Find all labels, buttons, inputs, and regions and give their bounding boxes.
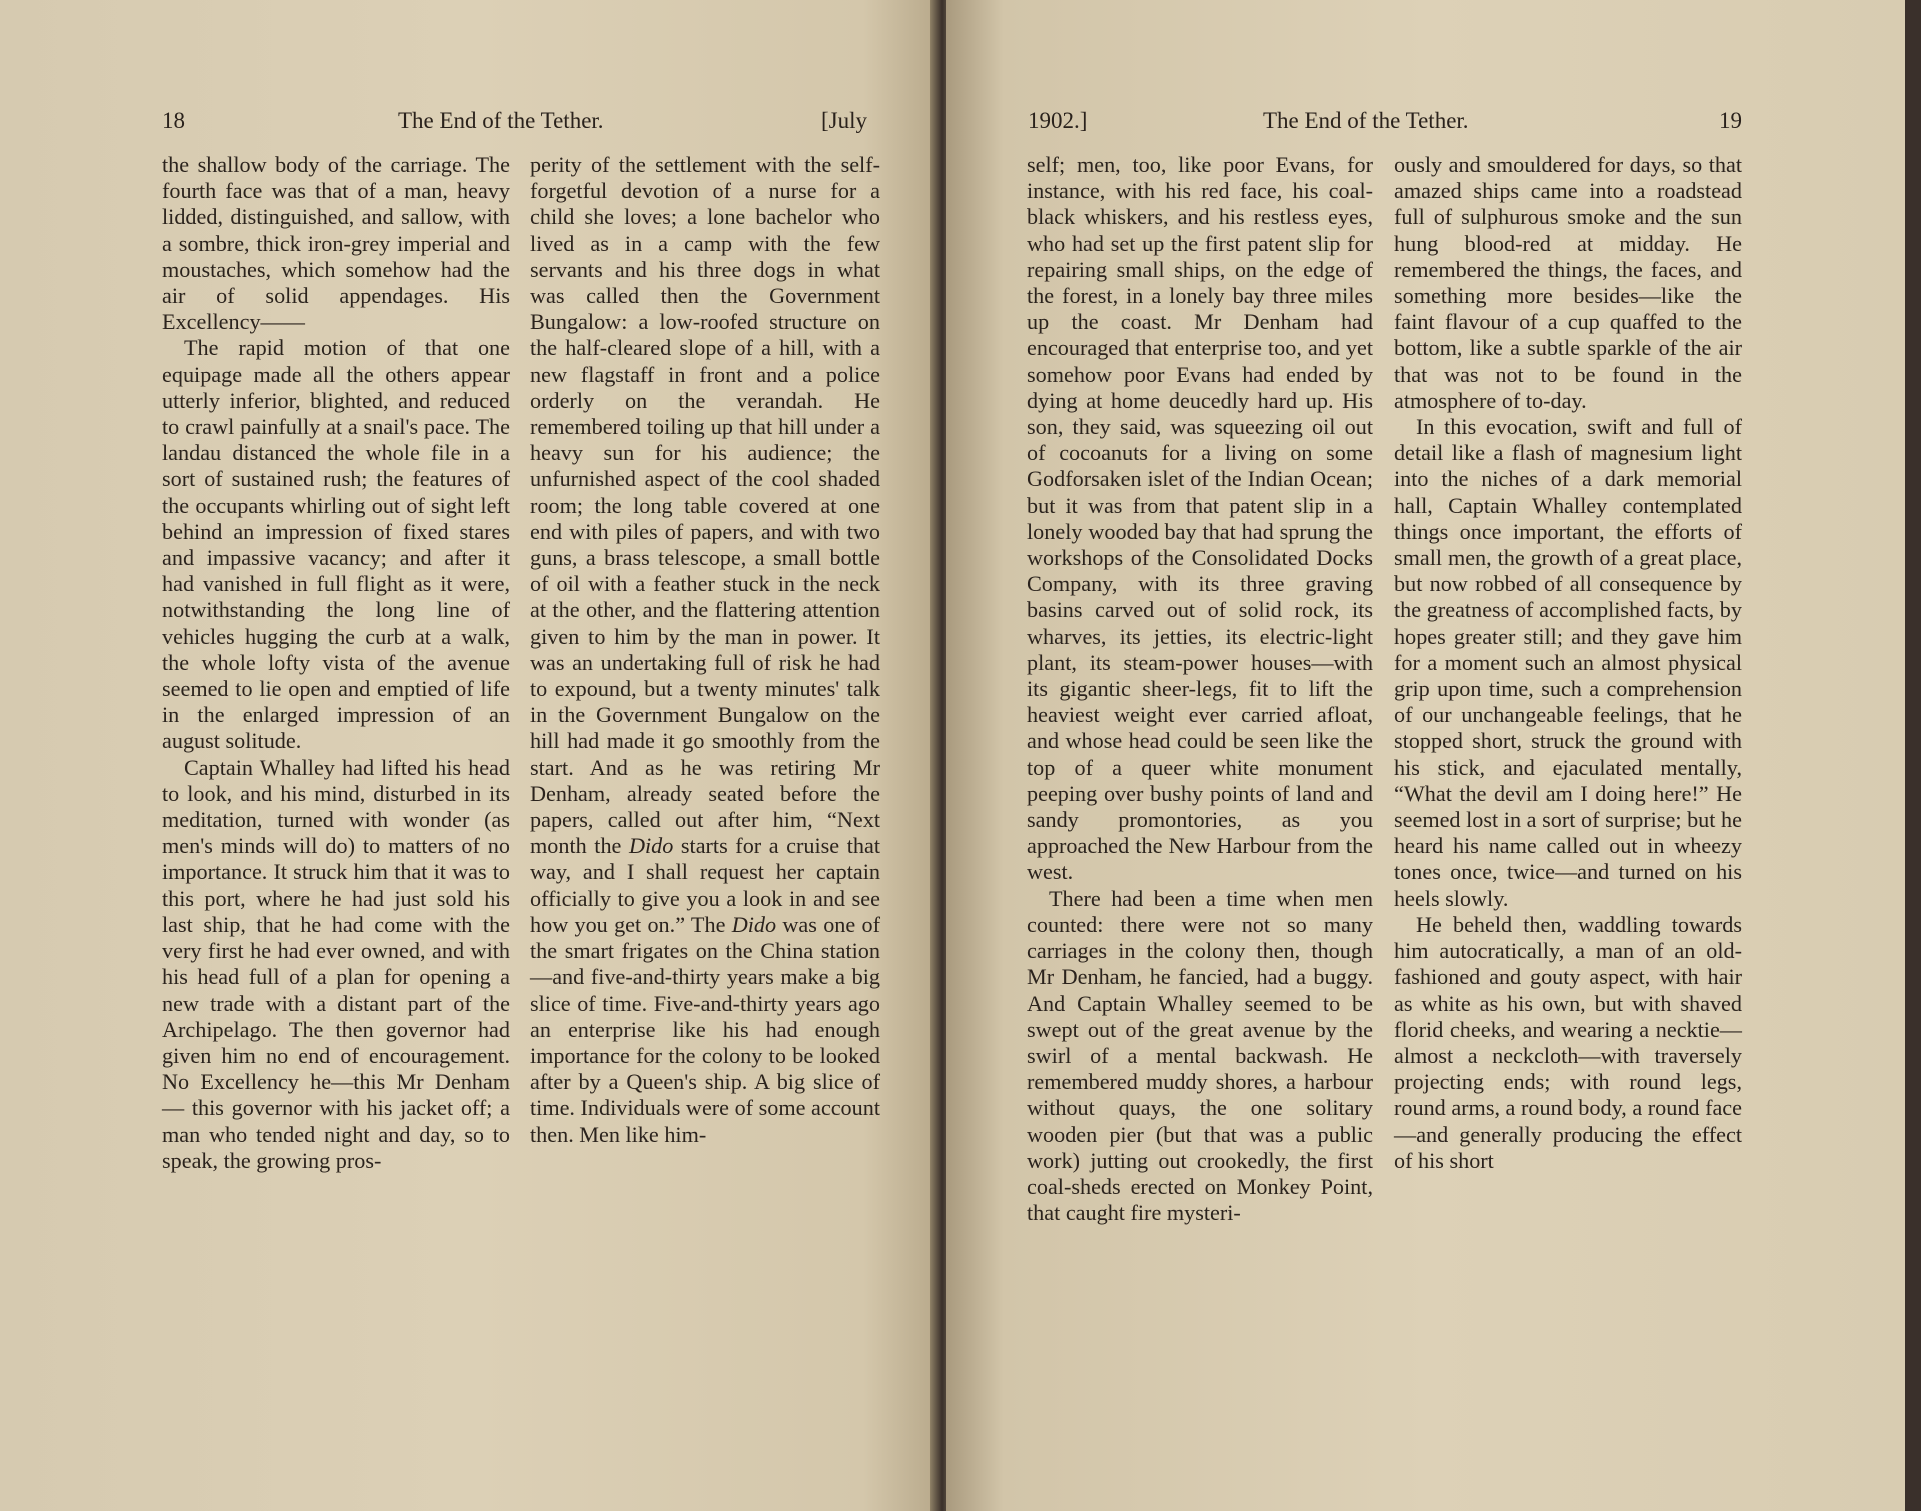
left-page [0, 0, 938, 1511]
paragraph [530, 152, 880, 1148]
paragraph: He beheld then, waddling towards him autocratically, a man of an old-fashioned and gouty aspect, with hair as white as his own, but with shaved florid cheeks, and wearing a necktie—almost a neckcloth—with traversely projecting ends; with round legs, round arms, a round body, a round face—and generally producing the effect of his short [1394, 911, 1742, 1173]
running-title-right: The End of the Tether. [1263, 108, 1469, 133]
text-run: perity of the settlement with the self-forgetful devotion of a nurse for a child she loves; a lone bachelor who lived as in a camp with the few servants and his three dogs in what was called then the Government Bungalow: a low-roofed structure on the half-cleared slope of a hill, with a new flagstaff in front and a police orderly on the verandah. He remembered toiling up that hill under a heavy sun for his audience; the unfurnished aspect of the cool shaded room; the long table covered at one end with piles of papers, and with two guns, a brass telescope, a small bottle of oil with a feather stuck in the neck at the other, and the flattering attention given to him by the man in power. It was an undertaking full of risk he had to expound, but a twenty minutes' talk in the Government Bungalow on the hill had made it go smoothly from the start. And as he was retiring Mr Denham, already seated before the papers, called out after him, “Next month the [530, 152, 880, 859]
paragraph: In this evocation, swift and full of detail like a flash of magnesium light into the niches of a dark memorial hall, Captain Whalley contemplated things once important, the efforts of small men, the growth of a great place, but now robbed of all consequence by the greatness of accomplished facts, by hopes greater still; and they gave him for a moment such an almost physical grip upon time, such a comprehension of our unchangeable feelings, that he stopped short, struck the ground with his stick, and ejaculated mentally, “What the devil am I doing here!” He seemed lost in a sort of surprise; but he heard his name called out in wheezy tones once, twice—and turned on his heels slowly. [1394, 414, 1742, 911]
paragraph: The rapid motion of that one equipage made all the others appear utterly inferior, blighted, and reduced to crawl painfully at a snail's pace. The landau distanced the whole file in a sort of sustained rush; the features of the occupants whirling out of sight left behind an impression of fixed stares and impassive vacancy; and after it had vanished in full flight as it were, notwithstanding the long line of vehicles hugging the curb at a walk, the whole lofty vista of the avenue seemed to lie open and emptied of life in the enlarged impression of an august solitude. [162, 335, 510, 754]
right-column-2 [1394, 152, 1742, 1174]
left-column-2 [530, 152, 880, 1148]
paragraph: Captain Whalley had lifted his head to look, and his mind, disturbed in its meditation, turned with wonder (as men's minds will do) to matters of no importance. It struck him that it was to this port, where he had just sold his last ship, that he had come with the very first he had ever owned, and with his head full of a plan for opening a new trade with a distant part of the Archipelago. The then governor had given him no end of encouragement. No Excellency he—this Mr Denham — this governor with his jacket off; a man who tended night and day, so to speak, the growing pros- [162, 754, 510, 1173]
date-right: 1902.] [1028, 108, 1088, 133]
left-column-1 [162, 152, 510, 1174]
text-run: was one of the smart frigates on the China station—and five-and-thirty years make a big slice of time. Five-and-thirty years ago an enterprise like his had enough importance for the colony to be looked after by a Queen's ship. A big slice of time. Individuals were of some account then. Men like him- [530, 911, 880, 1147]
page-edge [1905, 0, 1921, 1511]
right-column-1 [1027, 152, 1373, 1226]
paragraph: the shallow body of the carriage. The fourth face was that of a man, heavy lidded, distinguished, and sallow, with a sombre, thick iron-grey imperial and moustaches, which somehow had the air of solid appendages. His Excellency—— [162, 152, 510, 335]
running-title-left: The End of the Tether. [398, 108, 604, 133]
ship-name: Dido [628, 833, 674, 859]
right-page [946, 0, 1908, 1511]
page-number-left: 18 [162, 108, 185, 133]
page-number-right: 19 [1719, 108, 1742, 133]
date-left: [July [821, 108, 867, 133]
paragraph: ously and smouldered for days, so that amazed ships came into a roadstead full of sulphurous smoke and the sun hung blood-red at midday. He remembered the things, the faces, and something more besides—like the faint flavour of a cup quaffed to the bottom, like a subtle sparkle of the air that was not to be found in the atmosphere of to-day. [1394, 152, 1742, 413]
text-run: starts for a cruise that way, and I shall request her captain officially to give you a look in and see how you get on.” The [530, 833, 880, 937]
paragraph: There had been a time when men counted: there were not so many carriages in the colony then, though Mr Denham, he fancied, had a buggy. And Captain Whalley seemed to be swept out of the great avenue by the swirl of a mental backwash. He remembered muddy shores, a harbour without quays, the one solitary wooden pier (but that was a public work) jutting out crookedly, the first coal-sheds erected on Monkey Point, that caught fire mysteri- [1027, 885, 1373, 1226]
paragraph: self; men, too, like poor Evans, for instance, with his red face, his coal-black whiskers, and his restless eyes, who had set up the first patent slip for repairing small ships, on the edge of the forest, in a lonely bay three miles up the coast. Mr Denham had encouraged that enterprise too, and yet somehow poor Evans had ended by dying at home deucedly hard up. His son, they said, was squeezing oil out of cocoanuts for a living on some Godforsaken islet of the Indian Ocean; but it was from that patent slip in a lonely wooded bay that had sprung the workshops of the Consolidated Docks Company, with its three graving basins carved out of solid rock, its wharves, its jetties, its electric-light plant, its steam-power houses—with its gigantic sheer-legs, fit to lift the heaviest weight ever carried afloat, and whose head could be seen like the top of a queer white monument peeping over bushy points of land and sandy promontories, as you approached the New Harbour from the west. [1027, 152, 1373, 885]
ship-name: Dido [731, 911, 777, 937]
